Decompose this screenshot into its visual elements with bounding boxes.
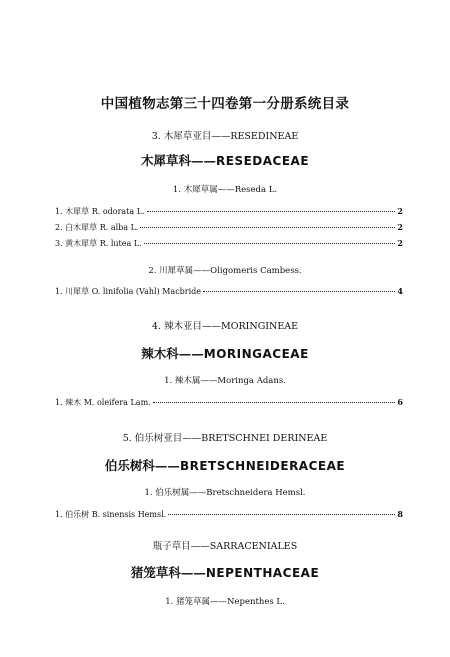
- toc-entry[interactable]: [55, 509, 403, 521]
- page-number: 2: [397, 238, 403, 248]
- family-cn: 辣木科——: [141, 346, 204, 361]
- family-latin: NEPENTHACEAE: [205, 566, 320, 580]
- family-cn: 伯乐树科——: [104, 458, 180, 473]
- order-sarraceniales: 瓶子草目——SARRACENIALES: [152, 541, 298, 552]
- page-number: 6: [397, 397, 403, 407]
- family-moringaceae: [0, 344, 450, 362]
- toc-entry[interactable]: [55, 238, 403, 250]
- toc-entry[interactable]: [55, 397, 403, 409]
- family-resedaceae: [0, 151, 450, 169]
- suborder-moringineae: 4. 辣木亚目——MORINGINEAE: [151, 321, 299, 332]
- page-number: 4: [397, 286, 403, 296]
- leader-dots: [144, 243, 396, 244]
- family-cn: 木犀草科——: [140, 153, 216, 168]
- toc-entry[interactable]: [55, 222, 403, 234]
- family-latin: MORINGACEAE: [203, 347, 309, 361]
- family-latin: RESEDACEAE: [216, 154, 310, 168]
- genus-oligomeris: 2. 川犀草属——Oligomeris Cambess.: [148, 266, 302, 276]
- entry-text: 1. 辣木 M. oleifera Lam.: [55, 398, 151, 407]
- family-cn: 猪笼草科——: [130, 565, 206, 580]
- page-title: 中国植物志第三十四卷第一分册系统目录: [100, 96, 350, 112]
- family-nepenthaceae: [0, 563, 450, 581]
- entry-text: 2. 白木犀草 R. alba L.: [55, 223, 139, 232]
- genus-nepenthes: 1. 猪笼草属——Nepenthes L.: [165, 597, 285, 607]
- page-number: 2: [397, 222, 403, 232]
- genus-bretschneidera: 1. 伯乐树属——Bretschneidera Hemsl.: [144, 488, 306, 498]
- entry-text: 1. 木犀草 R. odorata L.: [55, 207, 145, 216]
- page-number: 8: [397, 509, 403, 519]
- leader-dots: [147, 211, 396, 212]
- family-bretschneideraceae: [0, 456, 450, 474]
- genus-reseda: 1. 木犀草属——Reseda L.: [172, 185, 278, 195]
- leader-dots: [153, 402, 396, 403]
- leader-dots: [140, 227, 395, 228]
- leader-dots: [203, 291, 395, 292]
- entry-text: 1. 川犀草 O. linifolia (Vahl) Macbride: [55, 287, 202, 296]
- entry-text: 1. 伯乐树 B. sinensis Hemsl.: [55, 510, 167, 519]
- suborder-bretschneiderineae: 5. 伯乐树亚目——BRETSCHNEI DERINEAE: [122, 433, 328, 444]
- suborder-resedineae: 3. 木犀草亚目——RESEDINEAE: [151, 131, 299, 142]
- family-latin: BRETSCHNEIDERACEAE: [179, 459, 346, 473]
- toc-entry[interactable]: [55, 286, 403, 298]
- page-number: 2: [397, 206, 403, 216]
- genus-moringa: 1. 辣木属——Moringa Adans.: [164, 376, 286, 386]
- entry-text: 3. 黄木犀草 R. lutea L.: [55, 239, 142, 248]
- toc-entry[interactable]: [55, 206, 403, 218]
- leader-dots: [168, 514, 395, 515]
